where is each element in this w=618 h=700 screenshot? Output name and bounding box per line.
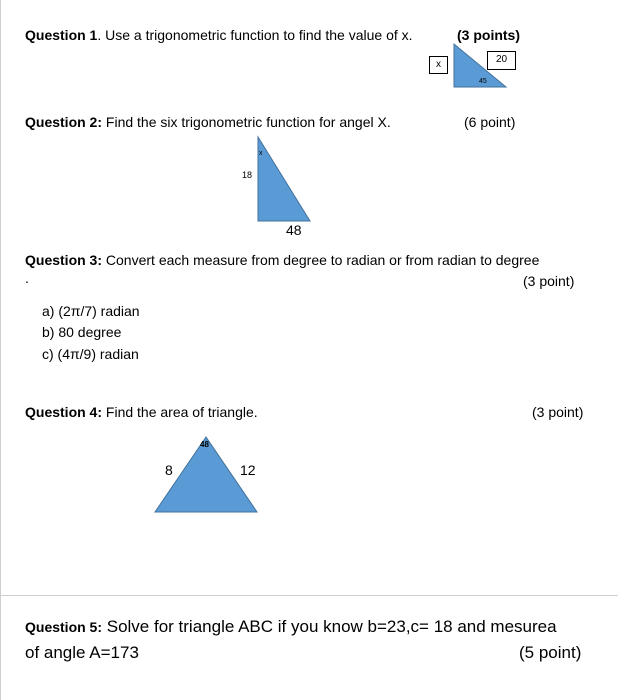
question-4-right-side-label: 12 [240,462,256,478]
question-5-text [25,617,557,637]
question-3-points: (3 point) [523,273,575,289]
question-2-horizontal-leg-label: 48 [286,222,302,238]
question-2-vertical-leg-label: 18 [242,170,253,180]
question-1-hypotenuse-box: 20 [487,51,516,70]
question-1-points: (3 points) [457,27,520,43]
question-4-label: Question 4: [25,404,103,420]
question-3-item-a: a) (2π/7) radian [42,303,140,319]
question-1-angle-label: 45 [479,78,487,85]
question-5-prompt-line-1: Solve for triangle ABC if you know b=23,c= 18 and mesurea [102,617,557,636]
question-3-label: Question 3: [25,252,103,268]
question-3-item-c: c) (4π/9) radian [42,346,139,362]
question-4-angle-label: 48 [200,440,209,449]
question-4-points: (3 point) [532,404,584,420]
question-5-points: (5 point) [519,643,582,662]
question-4-left-side-label: 8 [165,462,173,478]
question-3-prompt: Convert each measure from degree to radian or from radian to degree [102,252,540,268]
question-5-label: Question 5: [25,619,103,635]
question-1-x-box: x [429,56,448,74]
question-1-label: Question 1 [25,27,98,43]
question-2-label: Question 2: [25,114,103,130]
question-2-points: (6 point) [464,114,516,130]
question-4-prompt: Find the area of triangle. [102,404,258,420]
question-3-dot: . [25,270,29,286]
question-1-prompt: . Use a trigonometric function to find the value of x. [97,27,413,43]
question-2-prompt: Find the six trigonometric function for angel X. [102,114,391,130]
question-2-angle-label: x [259,150,263,157]
question-3-item-b: b) 80 degree [42,324,122,340]
question-5-prompt-line-2: of angle A=173 [25,643,139,662]
